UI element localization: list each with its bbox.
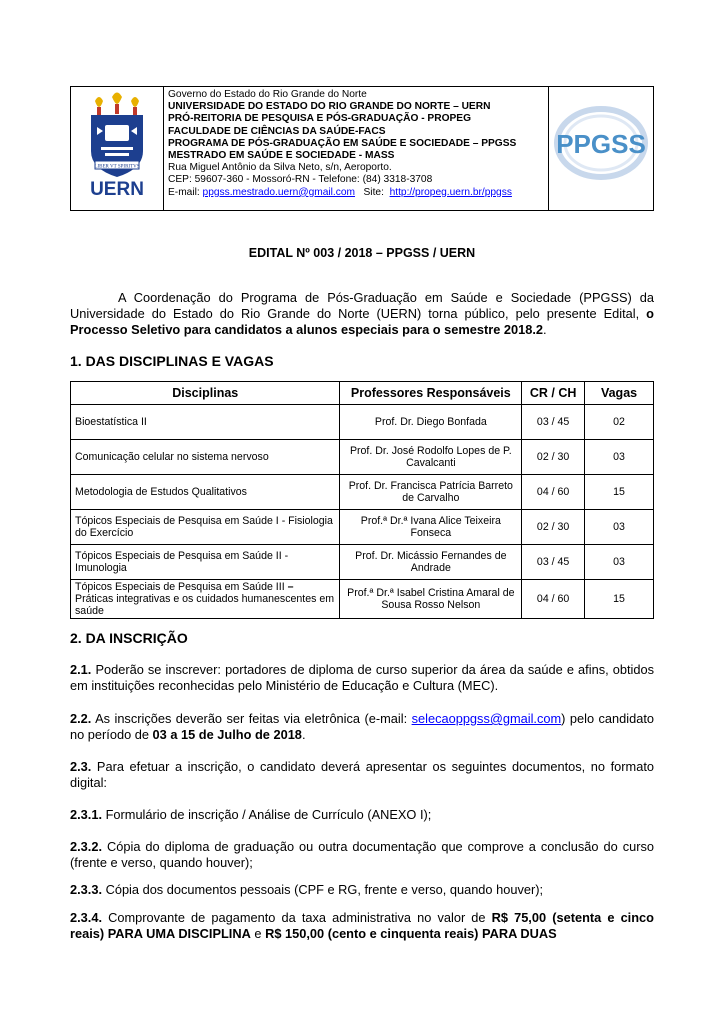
intro-bold: o Processo Seletivo para candidatos a alunos especiais para o semestre 2018.2 [70,306,654,337]
vagas-cell: 02 [585,405,654,440]
vagas-cell: 03 [585,440,654,475]
paragraph-2-3-2 [70,839,654,871]
item-text: Cópia dos documentos pessoais (CPF e RG, frente e verso, quando houver); [102,882,544,897]
professor-cell: Prof.ª Dr.ª Ivana Alice Teixeira Fonseca [340,510,522,545]
vagas-cell: 03 [585,510,654,545]
vagas-cell: 15 [585,475,654,510]
item-text: Comprovante de pagamento da taxa administrativa no valor de [102,910,492,925]
gov-line: Governo do Estado do Rio Grande do Norte [168,89,367,100]
fee-one-discipline: R$ 75,00 (setenta e cinco reais) PARA UMA DISCIPLINA [70,910,654,941]
item-text: ) pelo candidato no período de [70,711,654,742]
cr-ch-cell: 03 / 45 [522,405,585,440]
cr-ch-cell: 02 / 30 [522,440,585,475]
site-link[interactable]: http://propeg.uern.br/ppgss [389,186,512,198]
contact-line [168,187,548,199]
cr-ch-cell: 03 / 45 [522,545,585,580]
torch-icon [95,93,139,116]
paragraph-2-3 [70,759,654,791]
professor-cell: Prof. Dr. Francisca Patrícia Barreto de Carvalho [340,475,522,510]
vagas-cell: 03 [585,545,654,580]
ppgss-line: PROGRAMA DE PÓS-GRADUAÇÃO EM SAÚDE E SOCIEDADE – PPGSS [168,137,517,149]
discipline-subtitle: Práticas integrativas e os cuidados humanescentes em saúde [75,593,335,617]
email-link[interactable]: ppgss.mestrado.uern@gmail.com [202,186,356,198]
item-number: 2.2. [70,711,92,726]
cep-phone-line: CEP: 59607-360 - Mossoró-RN - Telefone: (84) 3318-3708 [168,174,433,186]
header-vagas: Vagas [585,382,654,405]
discipline-name: Tópicos Especiais de Pesquisa em Saúde III [75,581,285,593]
logo-motto: LIBER VT SPIRITVS [94,164,140,170]
email-label: E-mail: [168,186,200,198]
paragraph-2-3-4 [70,910,654,942]
discipline-cell: Tópicos Especiais de Pesquisa em Saúde II - Imunologia [71,545,340,580]
section-2-title: 2. DA INSCRIÇÃO [70,630,188,646]
header-professores: Professores Responsáveis [340,382,522,405]
institution-info [164,87,549,210]
discipline-cell [71,580,340,619]
discipline-cell: Metodologia de Estudos Qualitativos [71,475,340,510]
item-text: Para efetuar a inscrição, o candidato deverá apresentar os seguintes documentos, no formato digital: [70,759,654,790]
vagas-cell: 15 [585,580,654,619]
discipline-cell: Tópicos Especiais de Pesquisa em Saúde I - Fisiologia do Exercício [71,510,340,545]
professor-cell: Prof. Dr. José Rodolfo Lopes de P. Cavalcanti [340,440,522,475]
ppgss-logo [549,87,653,210]
paragraph-2-3-3 [70,882,654,898]
paragraph-2-2 [70,711,654,743]
item-number: 2.3. [70,759,92,774]
item-text: Poderão se inscrever: portadores de diploma de curso superior da área da saúde e afins, obtidos em instituições reconhecidas pelo Ministério de Educação e Cultura (MEC). [70,662,654,693]
logo-uern-text: UERN [90,179,144,200]
uern-logo [71,87,163,210]
facs-line: FACULDADE DE CIÊNCIAS DA SAÚDE-FACS [168,125,386,137]
discipline-cell: Comunicação celular no sistema nervoso [71,440,340,475]
item-text: Formulário de inscrição / Análise de Currículo (ANEXO I); [102,807,432,822]
header-cr-ch: CR / CH [522,382,585,405]
item-number: 2.3.4. [70,910,103,925]
discipline-dash: – [284,581,294,593]
propeg-line: PRÓ-REITORIA DE PESQUISA E PÓS-GRADUAÇÃO - PROPEG [168,113,472,125]
table-row [71,475,654,510]
item-number: 2.3.3. [70,882,103,897]
discipline-cell: Bioestatística II [71,405,340,440]
paragraph-2-3-1 [70,807,654,823]
edital-title: EDITAL Nº 003 / 2018 – PPGSS / UERN [248,246,476,260]
ppgss-logo-text: PPGSS [556,129,646,159]
fee-two-disciplines: R$ 150,00 (cento e cinquenta reais) PARA DUAS [265,926,557,941]
item-text: As inscrições deverão ser feitas via eletrônica (e-mail: [91,711,412,726]
item-text: . [301,727,306,742]
site-label: Site: [363,186,384,198]
mass-line: MESTRADO EM SAÚDE E SOCIEDADE - MASS [168,150,395,162]
table-row [71,405,654,440]
paragraph-2-1 [70,662,654,694]
item-number: 2.3.2. [70,839,103,854]
table-row [71,440,654,475]
registration-dates: 03 a 15 de Julho de 2018 [152,727,302,742]
uern-logo-cell [71,87,164,210]
header-disciplinas: Disciplinas [71,382,340,405]
intro-end: . [543,322,547,337]
intro-text: A Coordenação do Programa de Pós-Graduação em Saúde e Sociedade (PPGSS) da Universidade do Estado do Rio Grande do Norte (UERN) torna público, pelo presente Edital, [70,290,654,321]
university-line: UNIVERSIDADE DO ESTADO DO RIO GRANDE DO NORTE – UERN [168,101,491,113]
table-row [71,510,654,545]
professor-cell: Prof.ª Dr.ª Isabel Cristina Amaral de Sousa Rosso Nelson [340,580,522,619]
table-row [71,580,654,619]
cr-ch-cell: 04 / 60 [522,475,585,510]
address-line: Rua Miguel Antônio da Silva Neto, s/n, Aeroporto. [168,162,392,174]
professor-cell: Prof. Dr. Micássio Fernandes de Andrade [340,545,522,580]
section-1-title: 1. DAS DISCIPLINAS E VAGAS [70,353,274,369]
cr-ch-cell: 04 / 60 [522,580,585,619]
item-text: Cópia do diploma de graduação ou outra documentação que comprove a conclusão do curso (frente e verso, quando houver); [70,839,654,870]
table-row [71,545,654,580]
intro-paragraph [70,290,654,338]
selection-email-link[interactable]: selecaoppgss@gmail.com [411,711,562,726]
item-text: e [250,926,266,941]
item-number: 2.3.1. [70,807,103,822]
professor-cell: Prof. Dr. Diego Bonfada [340,405,522,440]
ppgss-logo-cell [549,87,653,210]
item-number: 2.1. [70,662,92,677]
letterhead [70,86,654,211]
cr-ch-cell: 02 / 30 [522,510,585,545]
disciplines-table [70,381,654,619]
table-header-row [71,382,654,405]
